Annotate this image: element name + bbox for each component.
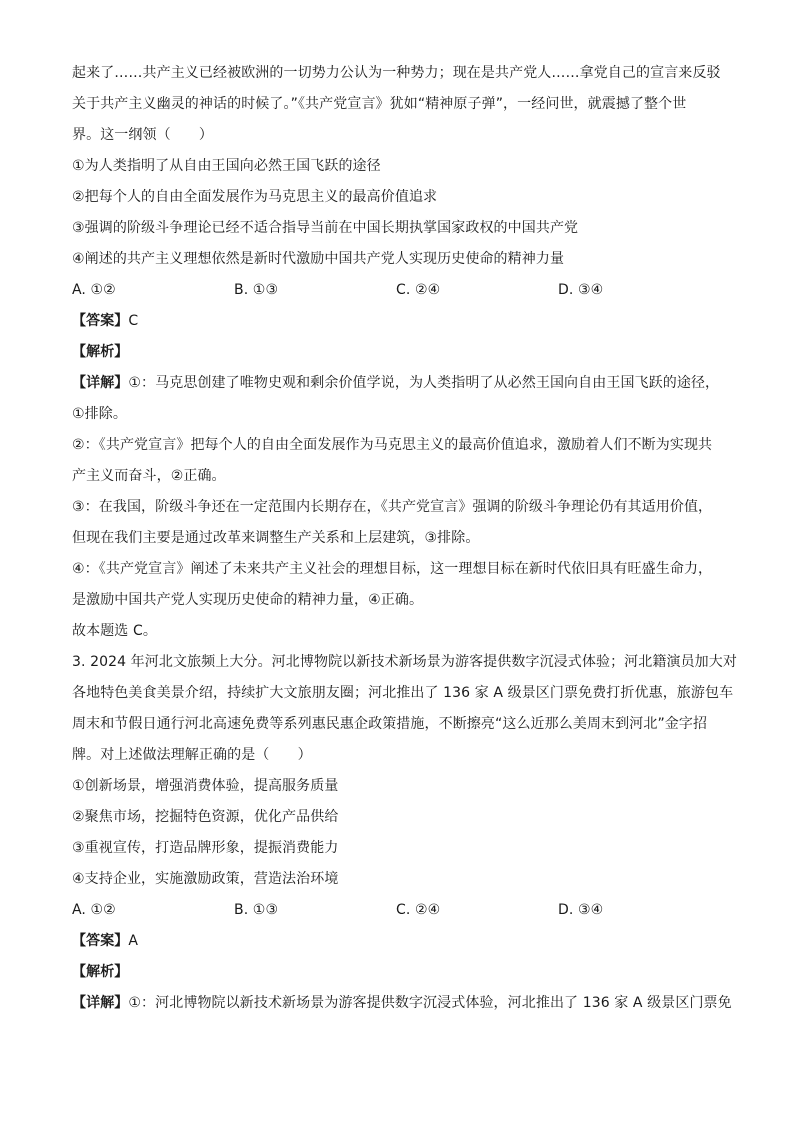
q2-statement-4: ④阐述的共产主义理想依然是新时代激励中国共产党人实现历史使命的精神力量 xyxy=(72,251,565,267)
answer-label: 【答案】 xyxy=(72,313,129,329)
q2-stem xyxy=(72,58,722,151)
q2-option-a: A. ①② xyxy=(72,282,116,298)
q3-statements xyxy=(72,771,722,895)
q2-statements xyxy=(72,151,722,275)
q3-options xyxy=(72,895,722,926)
q3-stem xyxy=(72,647,737,771)
q2-explanation-line: ④：《共产党宣言》阐述了未来共产主义社会的理想目标，这一理想目标在新时代依旧具有旺盛生命力， xyxy=(72,561,713,577)
q2-explanation-line: ③：在我国，阶级斗争还在一定范围内长期存在，《共产党宣言》强调的阶级斗争理论仍有其适用价值， xyxy=(72,499,713,515)
document-page xyxy=(72,58,737,1019)
q3-statement-2: ②聚焦市场，挖掘特色资源，优化产品供给 xyxy=(72,809,339,825)
q2-explanation xyxy=(72,368,722,647)
q2-explanation-line: ①排除。 xyxy=(72,406,127,422)
q3-answer xyxy=(72,926,722,957)
q2-statement-2: ②把每个人的自由全面发展作为马克思主义的最高价值追求 xyxy=(72,189,438,205)
answer-value: A xyxy=(128,933,139,949)
q2-statement-3: ③强调的阶级斗争理论已经不适合指导当前在中国长期执掌国家政权的中国共产党 xyxy=(72,220,579,236)
q2-option-b: B. ①③ xyxy=(234,282,279,298)
q2-statement-1: ①为人类指明了从自由王国向必然王国飞跃的途径 xyxy=(72,158,381,174)
q3-stem-line: 周末和节假日通行河北高速免费等系列惠民惠企政策措施，不断擦亮“这么近那么美周末到河北”金字招 xyxy=(72,716,708,732)
q3-analysis-label: 【解析】 xyxy=(72,964,129,980)
answer-value: C xyxy=(128,313,139,329)
q3-statement-4: ④支持企业，实施激励政策，营造法治环境 xyxy=(72,871,339,887)
q2-answer xyxy=(72,306,722,337)
q3-option-c: C. ②④ xyxy=(396,902,441,918)
q2-stem-line: 起来了……共产主义已经被欧洲的一切势力公认为一种势力；现在是共产党人……拿党自己的宣言来反驳 xyxy=(72,65,721,81)
detail-label: 【详解】 xyxy=(72,995,129,1011)
q2-conclusion: 故本题选 C。 xyxy=(72,623,157,639)
q3-stem-line: 牌。对上述做法理解正确的是（ ） xyxy=(72,747,312,763)
q3-stem-line: 3. 2024 年河北文旅频上大分。河北博物院以新技术新场景为游客提供数字沉浸式体验；河北籍演员加大对 xyxy=(72,654,737,670)
explanation-text: ①：河北博物院以新技术新场景为游客提供数字沉浸式体验，河北推出了 136 家 A 级景区门票免 xyxy=(128,995,732,1011)
q2-explanation-line: 是激励中国共产党人实现历史使命的精神力量，④正确。 xyxy=(72,592,424,608)
q2-options xyxy=(72,275,722,306)
answer-label: 【答案】 xyxy=(72,933,129,949)
q3-option-a: A. ①② xyxy=(72,902,116,918)
q3-statement-3: ③重视宣传，打造品牌形象，提振消费能力 xyxy=(72,840,339,856)
q3-option-b: B. ①③ xyxy=(234,902,279,918)
q3-statement-1: ①创新场景，增强消费体验，提高服务质量 xyxy=(72,778,339,794)
explanation-text: ①：马克思创建了唯物史观和剩余价值学说，为人类指明了从必然王国向自由王国飞跃的途径， xyxy=(128,375,720,391)
q2-option-c: C. ②④ xyxy=(396,282,441,298)
detail-label: 【详解】 xyxy=(72,375,129,391)
q3-stem-line: 各地特色美食美景介绍，持续扩大文旅朋友圈；河北推出了 136 家 A 级景区门票免费打折优惠，旅游包车 xyxy=(72,685,734,701)
q2-analysis-label: 【解析】 xyxy=(72,344,129,360)
q3-option-d: D. ③④ xyxy=(558,902,604,918)
q2-explanation-line: ②：《共产党宣言》把每个人的自由全面发展作为马克思主义的最高价值追求，激励着人们不断为实现共 xyxy=(72,437,713,453)
q2-explanation-line: 但现在我们主要是通过改革来调整生产关系和上层建筑，③排除。 xyxy=(72,530,480,546)
q2-stem-line: 界。这一纲领（ ） xyxy=(72,127,213,143)
q3-explanation-line xyxy=(72,988,732,1019)
q2-option-d: D. ③④ xyxy=(558,282,604,298)
q2-explanation-line xyxy=(72,368,722,399)
q2-stem-line: 关于共产主义幽灵的神话的时候了。”《共产党宣言》犹如“精神原子弹”，一经问世，就震撼了整个世 xyxy=(72,96,687,112)
q2-explanation-line: 产主义而奋斗，②正确。 xyxy=(72,468,226,484)
